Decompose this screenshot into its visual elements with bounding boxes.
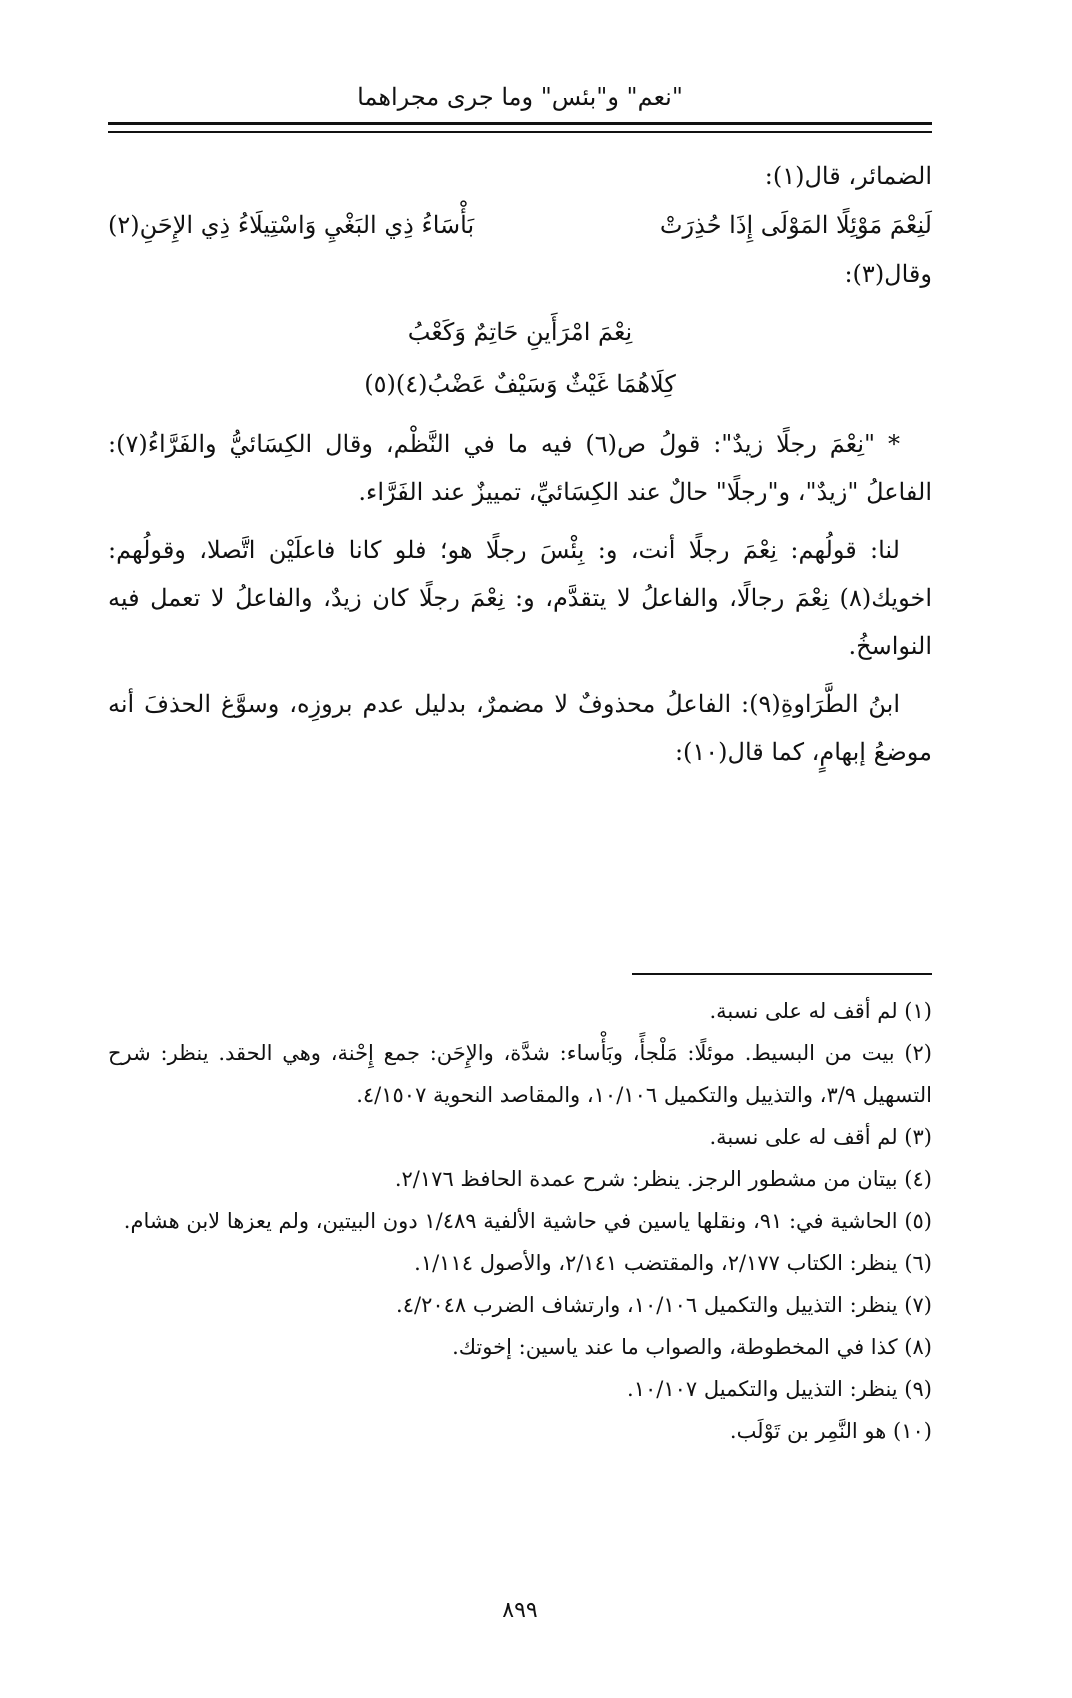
footnote: (٢) بيت من البسيط. موئلًا: مَلْجأً، وبَأْساء: شدَّة، والإِحَن: جمع إِحْنة، وهي الحقد. ينظر: شرح التسهيل ٣/٩، والتذييل والتكميل ١٠/١٠٦، والمقاصد النحوية ٤/١٥٠٧. [108,1041,932,1107]
verse-first-hemistich: لَنِعْمَ مَوْئِلًا المَوْلَى إِذَا حُذِرَتْ [659,211,932,239]
paragraph: لنا: قولُهم: نِعْمَ رجلًا أنت، و: بِئْسَ رجلًا هو؛ فلو كانا فاعلَيْن اتَّصلا، وقولُهم: اخويك(٨) نِعْمَ رجالًا، والفاعلُ لا يتقدَّم، و: نِعْمَ رجلًا كان زيدٌ، والفاعلُ لا تعمل فيه النواسخُ. [108,536,932,660]
footnote-separator [632,973,932,975]
page-number: ٨٩٩ [502,1598,538,1623]
verse-line [108,200,932,250]
running-header: "نعم" و"بئس" وما جرى مجراهما [357,83,683,111]
paragraph: * "نِعْمَ رجلًا زيدٌ": قولُ ص(٦) فيه ما في النَّظْم، وقال الكِسَائيُّ والفَرَّاءُ(٧): الفاعلُ "زيدٌ"، و"رجلًا" حالٌ عند الكِسَائيِّ، تمييزٌ عند الفَرَّاء. [108,430,932,506]
verse-second-hemistich: بَأْسَاءُ ذِي البَغْيِ وَاسْتِيلَاءُ ذِي الإِحَنِ(٢) [108,211,475,239]
footnote: (٥) الحاشية في: ٩١، ونقلها ياسين في حاشية الألفية ١/٤٨٩ دون البيتين، ولم يعزها لابن هشام. [123,1209,932,1233]
footnote: (٩) ينظر: التذييل والتكميل ١٠/١٠٧. [627,1377,932,1401]
footnote: (٤) بيتان من مشطور الرجز. ينظر: شرح عمدة الحافظ ٢/١٧٦. [394,1167,932,1191]
intro-line-2: وقال(٣): [844,260,932,288]
footnotes [108,990,932,1452]
footnote: (٧) ينظر: التذييل والتكميل ١٠/١٠٦، وارتشاف الضرب ٤/٢٠٤٨. [396,1293,932,1317]
footnote: (١٠) هو النَّمِر بن تَوْلَب. [729,1419,932,1443]
footnote: (٣) لم أقف له على نسبة. [709,1125,932,1149]
header-rule-thin [108,131,932,133]
header-rule-thick [108,122,932,125]
couplet-line-2: كِلَاهُمَا غَيْثٌ وَسَيْفٌ عَضْبُ(٤)(٥) [364,370,676,398]
rajaz-couplet [108,306,932,410]
footnote: (١) لم أقف له على نسبة. [709,999,932,1023]
main-text [108,152,932,776]
paragraph: ابنُ الطَّرَاوةِ(٩): الفاعلُ محذوفٌ لا مضمرٌ، بدليل عدم بروزِه، وسوَّغ الحذفَ أنه موضعُ إبهامٍ، كما قال(١٠): [108,690,932,766]
intro-line: الضمائر، قال(١): [764,162,932,190]
footnote: (٨) كذا في المخطوطة، والصواب ما عند ياسين: إخوتك. [452,1335,932,1359]
couplet-line-1: نِعْمَ امْرَأَينِ حَاتِمٌ وَكَعْبُ [407,318,633,346]
footnote: (٦) ينظر: الكتاب ٢/١٧٧، والمقتضب ٢/١٤١، والأصول ١/١١٤. [414,1251,932,1275]
